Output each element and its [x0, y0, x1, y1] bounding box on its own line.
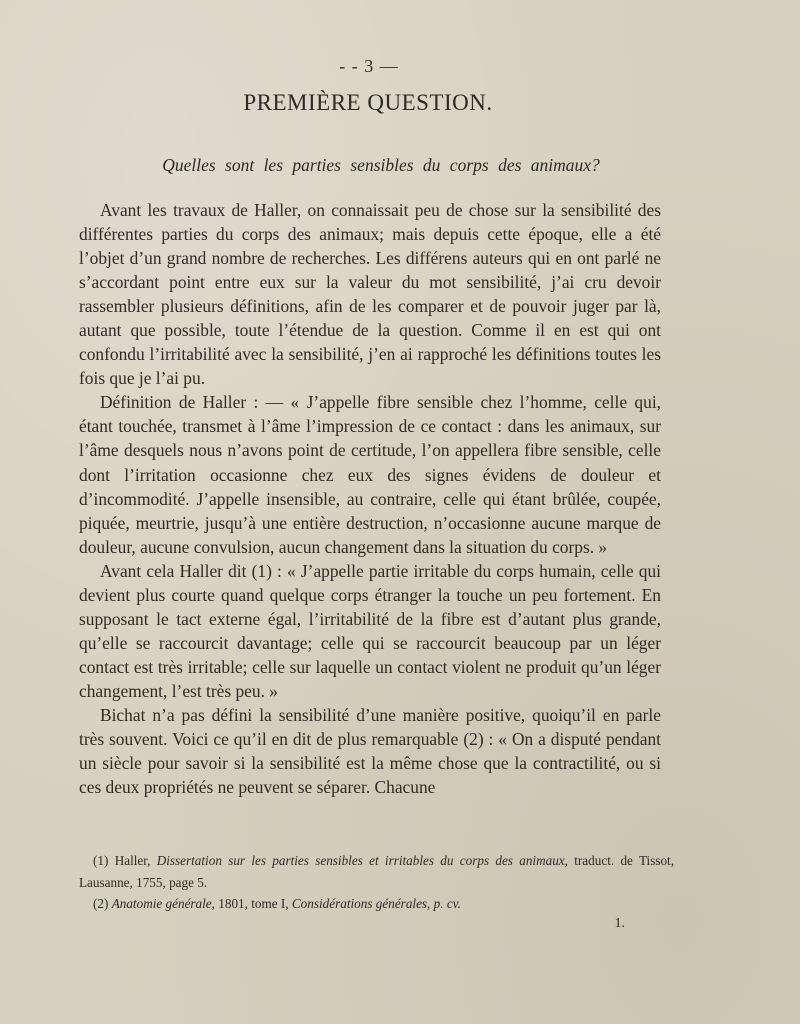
footnote-section: Considérations générales, p. cv.	[291, 896, 461, 911]
footnote-details: 1801, tome I,	[218, 896, 289, 911]
body-text	[79, 198, 661, 799]
question-subtitle: Quelles sont les parties sensibles du corps des animaux?	[162, 155, 600, 175]
footnote-1	[79, 850, 674, 893]
footnotes	[79, 850, 674, 915]
page-title: PREMIÈRE QUESTION.	[243, 90, 493, 115]
paragraph-2: Définition de Haller : — « J’appelle fibre sensible chez l’homme, celle qui, étant touchée, transmet à l’âme l’impression de ce contact : dans les animaux, sur l’âme desquels nous n’avons point de certitude, l’on appellera fibre sensible, celle dont l’irritation occasionne chez eux des signes évidens de douleur et d’incommodité. J’appelle insensible, au contraire, celle qui étant brûlée, coupée, piquée, meurtrie, jusqu’à une entière destruction, n’occasionne aucune marque de douleur, aucune convulsion, aucun changement dans la situation du corps. »	[79, 392, 661, 557]
signature-mark: 1.	[614, 916, 625, 931]
paragraph-1: Avant les travaux de Haller, on connaissait peu de chose sur la sensibilité des différentes parties du corps des animaux; mais depuis cette époque, elle a été l’objet d’un grand nombre de recherches. Les différens auteurs qui en ont parlé ne s’accordant point entre eux sur la valeur du mot sensibilité, j’ai cru devoir rassembler plusieurs définitions, afin de les comparer et de pouvoir juger par là, autant que possible, toute l’étendue de la question. Comme il en est qui ont confondu l’irritabilité avec la sensibilité, j’en ai rapproché les définitions toutes les fois que je l’ai pu.	[79, 200, 661, 389]
footnote-title: Anatomie générale,	[111, 896, 215, 911]
footnote-number: (1)	[93, 853, 109, 868]
footnote-author: Haller,	[114, 853, 151, 868]
footnote-details: traduct. de Tissot, Lausanne, 1755, page 5.	[79, 853, 675, 890]
paragraph-3: Avant cela Haller dit (1) : « J’appelle partie irritable du corps humain, celle qui devient plus courte quand quelque corps étranger la touche un peu fortement. En supposant le tact externe égal, l’irritabilité de la fibre est d’autant plus grande, qu’elle se raccourcit davantage; celle qui se raccourcit beaucoup par un léger contact est très irritable; celle sur laquelle un contact violent ne produit qu’un léger changement, l’est très peu. »	[79, 560, 661, 701]
footnote-title: Dissertation sur les parties sensibles et irritables du corps des animaux,	[156, 853, 568, 868]
footnote-number: (2)	[93, 896, 109, 911]
paragraph-4: Bichat n’a pas défini la sensibilité d’une manière positive, quoiqu’il en parle très souvent. Voici ce qu’il en dit de plus remarquable (2) : « On a disputé pendant un siècle pour savoir si la sensibilité est la même chose que la contractilité, ou si ces deux propriétés ne peuvent se séparer. Chacune	[79, 704, 661, 798]
footnote-2	[79, 893, 674, 915]
page-number: - - 3 —	[339, 56, 399, 76]
